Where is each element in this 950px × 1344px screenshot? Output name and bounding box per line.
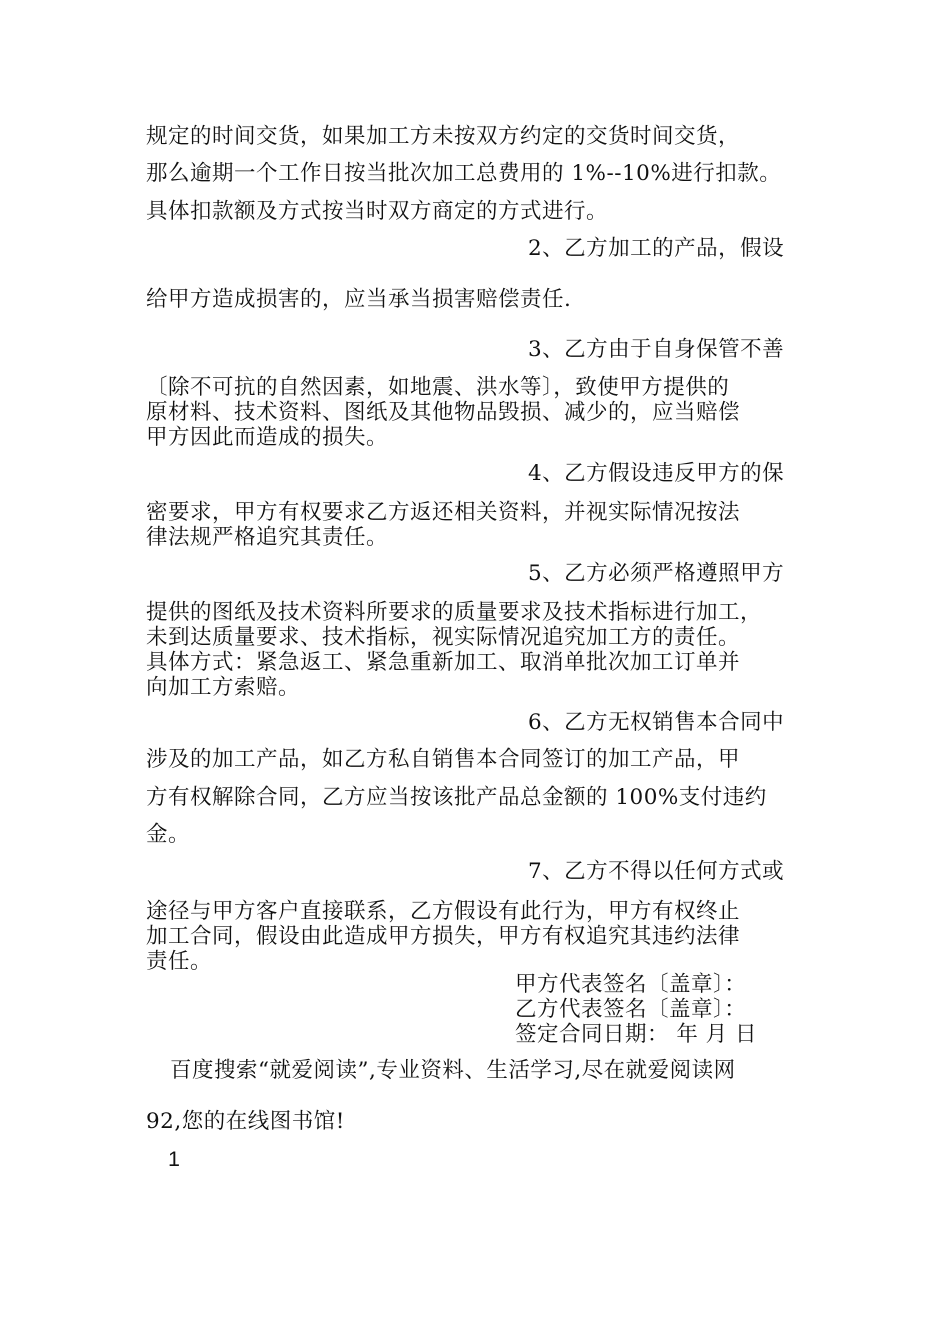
party-b-signature: 乙方代表签名〔盖章〕： xyxy=(515,997,747,1022)
body-line: 向加工方索赔。 xyxy=(146,675,301,700)
clause-heading-2: 2、乙方加工的产品，假设 xyxy=(528,236,785,261)
party-a-signature: 甲方代表签名〔盖章〕： xyxy=(515,972,747,997)
body-line: 加工合同，假设由此造成甲方损失，甲方有权追究其违约法律 xyxy=(146,924,741,949)
body-line: 方有权解除合同，乙方应当按该批产品总金额的 100%支付违约 xyxy=(146,785,767,810)
body-line: 未到达质量要求、技术指标，视实际情况追究加工方的责任。 xyxy=(146,625,741,650)
clause-heading-5: 5、乙方必须严格遵照甲方 xyxy=(528,561,785,586)
clause-heading-6: 6、乙方无权销售本合同中 xyxy=(528,710,785,735)
contract-date: 签定合同日期： 年 月 日 xyxy=(515,1022,758,1047)
footer-text: 百度搜索“就爱阅读”,专业资料、生活学习,尽在就爱阅读网 xyxy=(170,1058,736,1083)
clause-heading-3: 3、乙方由于自身保管不善 xyxy=(528,337,785,362)
page-number: 1 xyxy=(168,1147,180,1171)
body-line: 具体扣款额及方式按当时双方商定的方式进行。 xyxy=(146,199,609,224)
body-line: 金。 xyxy=(146,822,191,847)
body-line: 责任。 xyxy=(146,949,213,974)
body-line: 途径与甲方客户直接联系，乙方假设有此行为，甲方有权终止 xyxy=(146,899,741,924)
body-line: 甲方因此而造成的损失。 xyxy=(146,425,389,450)
body-line: 规定的时间交货，如果加工方未按双方约定的交货时间交货， xyxy=(146,124,741,149)
body-line: 给甲方造成损害的，应当承当损害赔偿责任. xyxy=(146,287,572,312)
body-line: 那么逾期一个工作日按当批次加工总费用的 1%--10%进行扣款。 xyxy=(146,161,782,186)
body-line: 涉及的加工产品，如乙方私自销售本合同签订的加工产品，甲 xyxy=(146,747,741,772)
body-line: 密要求，甲方有权要求乙方返还相关资料，并视实际情况按法 xyxy=(146,500,741,525)
footer-text: 92,您的在线图书馆! xyxy=(146,1109,345,1134)
clause-heading-4: 4、乙方假设违反甲方的保 xyxy=(528,461,785,486)
body-line: 律法规严格追究其责任。 xyxy=(146,525,389,550)
body-line: 提供的图纸及技术资料所要求的质量要求及技术指标进行加工， xyxy=(146,600,763,625)
body-line: 原材料、技术资料、图纸及其他物品毁损、减少的，应当赔偿 xyxy=(146,400,741,425)
clause-heading-7: 7、乙方不得以任何方式或 xyxy=(528,859,785,884)
body-line: 具体方式：紧急返工、紧急重新加工、取消单批次加工订单并 xyxy=(146,650,741,675)
body-line: 〔除不可抗的自然因素，如地震、洪水等〕，致使甲方提供的 xyxy=(146,375,730,400)
